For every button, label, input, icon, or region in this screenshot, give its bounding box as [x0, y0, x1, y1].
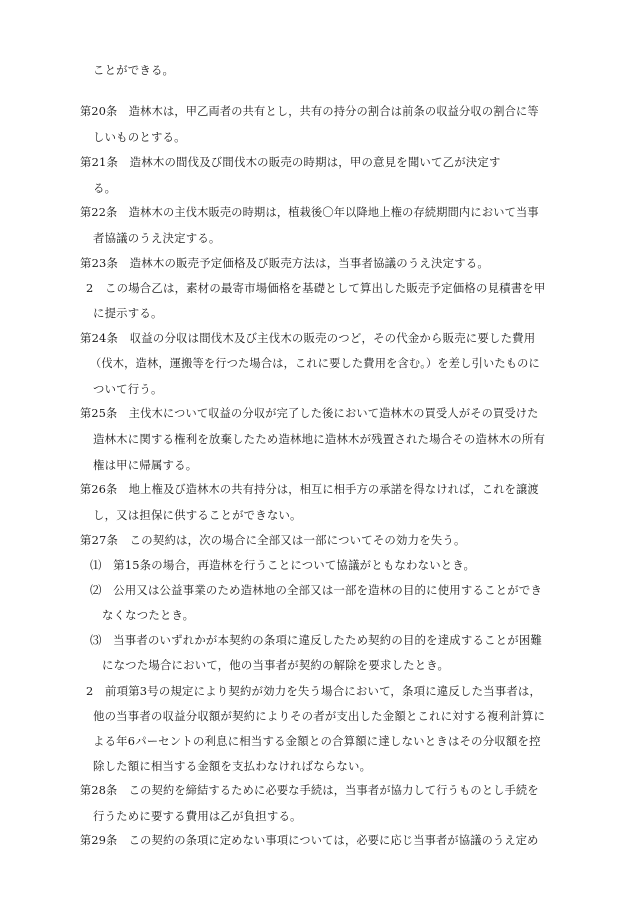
text-line: に提示する。	[93, 306, 163, 320]
text-line: 除した額に相当する金額を支払わなければならない。	[93, 759, 372, 773]
text-line: 第21条 造林木の間伐及び間伐木の販売の時期は，甲の意見を聞いて乙が決定す	[80, 155, 501, 169]
text-line: ⑴ 第15条の場合，再造林を行うことについて協議がともなわないとき。	[90, 558, 476, 572]
text-line: （伐木，造林，運搬等を行つた場合は，これに要した費用を含む。）を差し引いたものに	[90, 357, 540, 370]
text-line: 第24条 収益の分収は間伐木及び主伐木の販売のつど，その代金から販売に要した費用	[80, 331, 536, 345]
text-line: ことができる。	[93, 63, 175, 77]
text-line: 第25条 主伐木について収益の分収が完了した後において造林木の買受人がその買受けた	[80, 407, 539, 420]
text-line: 造林木に関する権利を放棄したため造林地に造林木が残置された場合その造林木の所有	[93, 432, 546, 446]
text-line: なくなつたとき。	[102, 608, 195, 622]
text-line: になつた場合において，他の当事者が契約の解除を要求したとき。	[102, 658, 450, 672]
text-line: し，又は担保に供することができない。	[93, 508, 302, 522]
text-line: 2 前項第3号の規定により契約が効力を失う場合において，条項に違反した当事者は，	[86, 684, 542, 698]
text-line: 第26条 地上権及び造林木の共有持分は，相互に相手方の承諾を得なければ，これを譲渡	[80, 483, 539, 496]
text-line: 権は甲に帰属する。	[93, 458, 198, 472]
text-line: 第22条 造林木の主伐木販売の時期は，植栽後〇年以降地上権の存続期間内において当事	[80, 206, 539, 219]
text-line: ついて行う。	[93, 382, 163, 396]
text-line: 第27条 この契約は，次の場合に全部又は一部についてその効力を失う。	[80, 533, 466, 547]
text-line: 他の当事者の収益分収額が契約によりその者が支出した金額とこれに対する複利計算に	[93, 709, 546, 723]
text-line: よる年6パーセントの利息に相当する金額との合算額に達しないときはその分収額を控	[93, 734, 541, 748]
text-line: ⑶ 当事者のいずれかが本契約の条項に違反したため契約の目的を達成することが困難	[90, 633, 543, 647]
text-line: 行うために要する費用は乙が負担する。	[93, 809, 302, 823]
text-line: 2 この場合乙は，素材の最寄市場価格を基礎として算出した販売予定価格の見積書を甲	[86, 281, 546, 295]
text-line: 第28条 この契約を締結するために必要な手続は，当事者が協力して行うものとし手続を	[80, 784, 539, 797]
text-line: ⑵ 公用又は公益事業のため造林地の全部又は一部を造林の目的に使用することができ	[90, 583, 543, 597]
text-line: 者協議のうえ決定する。	[93, 231, 221, 245]
text-line: る。	[93, 181, 117, 195]
text-line: 第23条 造林木の販売予定価格及び販売方法は，当事者協議のうえ決定する。	[80, 256, 489, 270]
text-line: 第20条 造林木は，甲乙両者の共有とし，共有の持分の割合は前条の収益分収の割合に等	[80, 105, 539, 118]
text-line: 第29条 この契約の条項に定めない事項については，必要に応じ当事者が協議のうえ定め	[80, 834, 539, 847]
text-line: しいものとする。	[93, 130, 186, 144]
